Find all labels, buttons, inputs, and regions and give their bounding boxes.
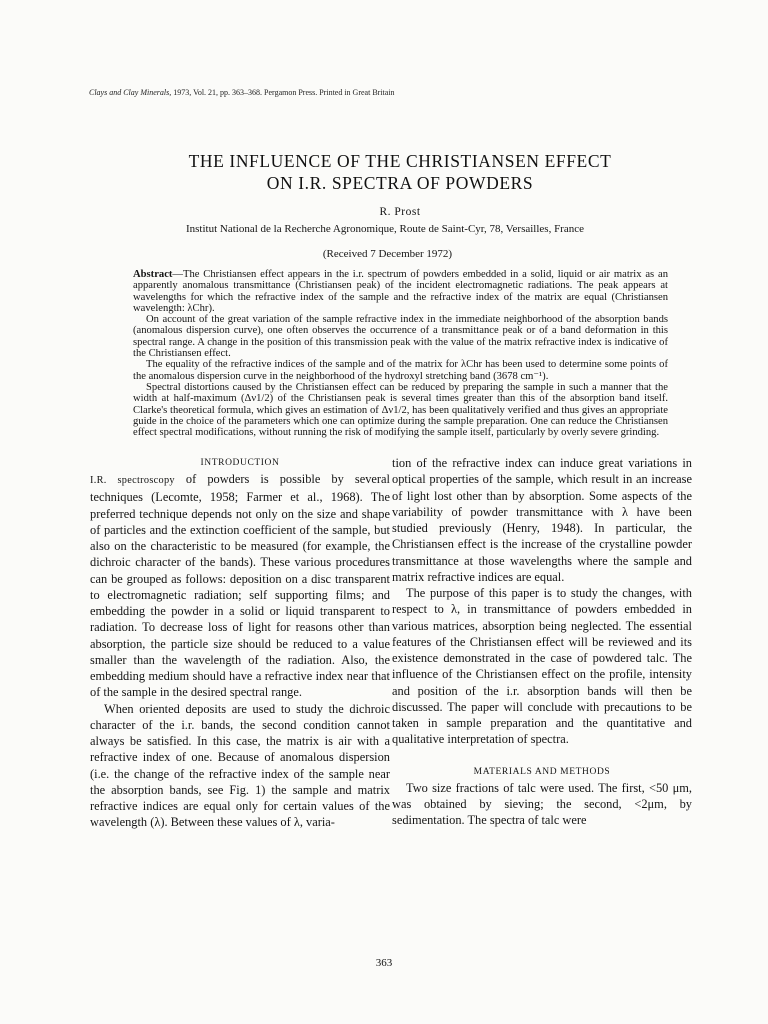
abstract-paragraph: Abstract—The Christiansen effect appears in the i.r. spectrum of powders embedded in a solid, liquid or air matrix as an apparently anomalous transmittance (Christiansen peak) of the incident electromagnetic radiations. The peak appears at wavelengths for which the refractive index of the sample and the refractive index of the matrix are equal (Christiansen wavelength: λChr). [133, 269, 668, 314]
author: R. Prost [379, 206, 421, 218]
body-paragraph: The purpose of this paper is to study the changes, with respect to λ, in transmittance of powders embedded in various matrices, absorption being neglected. The essential features of the Christiansen effect will be reviewed and its existence demonstrated in the case of powdered talc. The influence of the Christiansen effect on the profile, intensity and position of the i.r. absorption bands will then be discussed. The paper will conclude with precautions to be taken in sample preparation and the quantitative and qualitative interpretation of spectra. [392, 586, 692, 747]
journal-citation [89, 88, 395, 97]
abstract-paragraph: Spectral distortions caused by the Christiansen effect can be reduced by preparing the sample in such a manner that the width at half-maximum (Δν1/2) of the Christiansen peak is several times greater than this of the absorption band itself. Clarke's theoretical formula, which gives an estimation of Δν1/2, has been qualitatively verified and thus gives an appropriate guide in the choice of the parameters which one can optimize during the sample preparation. One can reduce the Christiansen effect spectral modifications, without running the risk of modifying the sample itself, particularly by overly severe grinding. [133, 381, 668, 439]
page-number: 363 [375, 957, 393, 969]
left-column [90, 455, 390, 831]
abstract-paragraph: On account of the great variation of the sample refractive index in the immediate neighborhood of the absorption bands (anomalous dispersion curve), one often observes the occurrence of a transmittance peak or of a band deformation in this spectral range. A change in the position of this transmission peak with the value of the matrix refractive index is indicative of the Christiansen effect. [133, 314, 668, 360]
lead-in: I.R. spectroscopy [90, 475, 175, 486]
body-paragraph: tion of the refractive index can induce great variations in optical properties of the sample, which result in an increase of light lost other than by absorption. Some aspects of the variability of powder transmittance with λ have been studied previously (Henry, 1948). In particular, the Christiansen effect is the increase of the crystalline powder transmittance at those wavelengths where the sample and matrix refractive indices are equal. [392, 456, 692, 584]
body-paragraph: When oriented deposits are used to study the dichroic character of the i.r. bands, the second condition cannot always be satisfied. In this case, the matrix is air with a refractive index of one. Because of anomalous dispersion (i.e. the change of the refractive index of the sample near the absorption bands, see Fig. 1) the sample and matrix refractive indices are equal only for certain values of the wavelength (λ). Between these values of λ, varia- [90, 701, 390, 830]
abstract-label: Abstract [133, 269, 173, 280]
paper-title [140, 150, 660, 194]
title-line-2: ON I.R. SPECTRA OF POWDERS [266, 173, 534, 193]
body-paragraph: Two size fractions of talc were used. The first, <50 μm, was obtained by sieving; the second, <2μm, by sedimentation. The spectra of talc were [392, 780, 692, 827]
journal-details: 1973, Vol. 21, pp. 363–368. Pergamon Press. Printed in Great Britain [171, 88, 395, 97]
received-date: (Received 7 December 1972) [322, 248, 453, 260]
right-column [392, 455, 692, 828]
section-heading-introduction: INTRODUCTION [200, 458, 280, 468]
title-line-1: THE INFLUENCE OF THE CHRISTIANSEN EFFECT [188, 151, 612, 171]
affiliation: Institut National de la Recherche Agronomique, Route de Saint-Cyr, 78, Versailles, France [185, 223, 584, 235]
abstract-paragraph: The equality of the refractive indices of the sample and of the matrix for λChr has been used to determine some points of the anomalous dispersion curve in the neighborhood of the hydroxyl stretching band (3678 cm⁻¹). [133, 359, 668, 382]
journal-name: Clays and Clay Minerals, [89, 88, 172, 97]
body-paragraph: I.R. spectroscopy of powders is possible by several techniques (Lecomte, 1958; Farmer et al., 1968). The preferred technique depends not only on the size and shape of particles and the extinction coefficient of the sample, but also on the characteristic to be measured (for example, the dichroic character of the bands). These various procedures can be grouped as follows: deposition on a disc transparent to electromagnetic radiation; self supporting films; and embedding the powder in a solid or liquid transparent to radiation. To decrease loss of light for reasons other than absorption, the particle size should be reduced to a value smaller than the wavelength of the radiation. Also, the embedding medium should have a refractive index near that of the sample in the desired spectral range. [90, 472, 390, 700]
abstract [133, 269, 668, 438]
section-heading-materials: MATERIALS AND METHODS [473, 766, 611, 777]
